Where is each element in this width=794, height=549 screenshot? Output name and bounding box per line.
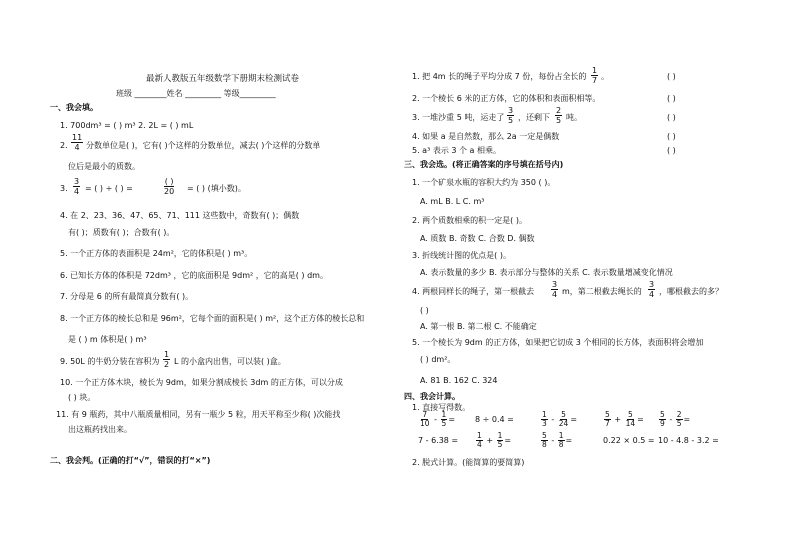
calc-row-2-item: 7 - 6.38 = [418, 436, 459, 445]
judge-1-fraction: $\frac{1}{7}$ [592, 66, 598, 85]
fraction: $\frac{1}{5}$ [497, 431, 503, 449]
judge-1-text: 1. 把 4m 长的绳子平均分成 7 份，每份占全长的 [412, 72, 587, 81]
choice-4-end: ，哪根截去的多？ [659, 287, 723, 296]
question-9-fraction: $\frac{1}{2}$ [164, 350, 170, 369]
section-4-title: 四、我会计算。 [404, 392, 460, 401]
fraction: $\frac{2}{5}$ [676, 410, 682, 428]
fraction: $\frac{7}{10}$ [420, 410, 430, 428]
choice-4-answer[interactable]: ( ) [420, 306, 429, 315]
calc-row-1-item [603, 411, 644, 429]
choice-3: 3. 折线统计图的优点是( )。 [412, 251, 511, 260]
choice-5-options: A. 81 B. 162 C. 324 [420, 376, 498, 385]
judge-1-end: 。 [601, 72, 609, 81]
calc-row-2-item [540, 432, 572, 450]
question-11-line-1: 11. 有 9 瓶药，其中八瓶质量相同，另有一瓶少 5 粒，用天平称至少称( )次能找 [56, 410, 341, 419]
judge-3-start: 3. 一堆沙重 5 吨，运走了 [412, 113, 505, 122]
calc-row-1-item: 8 ÷ 0.4 = [475, 415, 514, 424]
choice-2: 2. 两个质数相乘的积一定是( )。 [412, 216, 527, 225]
fraction: $\frac{5}{24}$ [558, 410, 569, 428]
question-10-line-1: 10. 一个正方体木块，棱长为 9dm，如果分割成棱长 3dm 的正方体，可以分成 [60, 378, 343, 387]
question-9-start: 9. 50L 的牛奶分装在容积为 [60, 357, 160, 366]
operator: - [666, 415, 675, 424]
calc-part-2-title: 2. 脱式计算。(能简算的要简算) [412, 458, 525, 467]
fraction: $\frac{1}{8}$ [558, 431, 564, 449]
question-3-fraction-2: ( ) 20 [164, 177, 175, 196]
choice-1-options: A. mL B. L C. m³ [420, 197, 485, 206]
judge-4-answer[interactable]: ( ) [667, 132, 676, 141]
choice-4-middle: m，第二根截去绳长的 [562, 287, 642, 296]
question-2-number: 2. [60, 141, 68, 150]
judge-4-text: 4. 如果 a 是自然数，那么 2a 一定是偶数 [412, 132, 560, 141]
judge-5-answer[interactable]: ( ) [667, 146, 676, 155]
judge-3-answer[interactable]: ( ) [667, 113, 676, 122]
fraction: $\frac{1}{3}$ [542, 410, 547, 428]
question-3-end: = ( ) (填小数)。 [187, 184, 246, 193]
student-info-line: 班级 ________姓名 _________ 等级_________ [116, 89, 276, 98]
exam-title: 最新人教版五年级数学下册期末检测试卷 [146, 74, 300, 84]
judge-3-fraction-2: $\frac{2}{5}$ [556, 106, 562, 125]
choice-4-fraction: $\frac{3}{4}$ [552, 280, 558, 299]
calc-row-1-item [418, 411, 455, 429]
judge-2-answer[interactable]: ( ) [667, 94, 676, 103]
question-4-line-2: 有( )；质数有( )；合数有( )。 [68, 228, 175, 237]
question-3-fraction: $\frac{3}{4}$ [74, 177, 80, 196]
judge-2-text: 2. 一个棱长 6 米的正方体，它的体积和表面积相等。 [412, 94, 601, 103]
choice-5-line-1: 5. 一个棱长为 9dm 的正方体，如果把它切成 3 个相同的长方体，表面积将会增加 [412, 338, 704, 347]
question-10-line-2: ( ) 块。 [68, 393, 96, 402]
judge-3-end: 吨。 [566, 113, 582, 122]
equals-sign: = [448, 415, 456, 424]
operator: + [611, 415, 624, 424]
choice-1: 1. 一个矿泉水瓶的容积大约为 350 ( )。 [412, 178, 556, 187]
calc-row-1-item [658, 411, 690, 429]
question-4-line-1: 4. 在 2、23、36、47、65、71、111 这些数中，奇数有( )；偶数 [60, 211, 300, 220]
choice-2-options: A. 质数 B. 奇数 C. 合数 D. 偶数 [420, 234, 535, 243]
choice-4-start: 4. 两根同样长的绳子，第一根截去 [412, 287, 535, 296]
question-5: 5. 一个正方体的表面积是 24m²，它的体积是( ) m³。 [60, 249, 253, 258]
fraction: $\frac{5}{8}$ [542, 431, 547, 449]
question-6: 6. 已知长方体的体积是 72dm³ ，它的底面积是 9dm² ，它的高是( ) dm。 [60, 271, 328, 280]
calc-row-1-item [540, 411, 577, 429]
fraction: $\frac{1}{5}$ [441, 410, 447, 428]
question-2-text: 分数单位是( )，它有( )个这样的分数单位，减去( )个这样的分数单 [86, 141, 321, 150]
calc-row-2-item: 0.22 × 0.5 = [603, 436, 655, 445]
fraction: $\frac{5}{14}$ [625, 410, 636, 428]
question-8-line-2: 是 ( ) m 体积是( ) m³ [68, 335, 147, 344]
question-7: 7. 分母是 6 的所有最简真分数有( )。 [60, 292, 194, 301]
calc-row-2-item [475, 432, 511, 450]
judge-3-fraction: $\frac{3}{5}$ [508, 106, 514, 125]
question-11-line-2: 出这瓶药找出来。 [68, 425, 132, 434]
equals-sign: = [637, 415, 644, 424]
equals-sign: = [683, 415, 691, 424]
section-3-title: 三、我会选。(将正确答案的序号填在括号内) [404, 160, 564, 169]
operator: - [431, 415, 440, 424]
judge-3-middle: ，还剩下 [518, 113, 550, 122]
choice-3-options: A. 表示数量的多少 B. 表示部分与整体的关系 C. 表示数量增减变化情况 [420, 268, 673, 277]
equals-sign: = [570, 415, 578, 424]
question-2-fraction: $\frac{11}{4}$ [72, 133, 83, 152]
question-2-continued: 位后是最小的质数。 [68, 162, 140, 171]
judge-5-text: 5. a³ 表示 3 个 a 相乘。 [412, 146, 501, 155]
question-9-end: L 的小盒内出售，可以装( )盒。 [174, 357, 286, 366]
question-3-middle: = ( ) ÷ ( ) = [85, 184, 133, 193]
section-2-title: 二、我会判。(正确的打“√”，错误的打“×”) [50, 456, 211, 465]
question-1: 1. 700dm³ = ( ) m³ 2. 2L = ( ) mL [60, 121, 194, 130]
section-1-title: 一、我会填。 [50, 103, 98, 112]
operator: + [483, 436, 496, 445]
question-3-number: 3. [60, 184, 68, 193]
operator: - [548, 415, 557, 424]
equals-sign: = [565, 436, 573, 445]
calc-part-1-title: 1. 直接写得数。 [412, 403, 471, 412]
equals-sign: = [504, 436, 512, 445]
judge-1-answer[interactable]: ( ) [667, 72, 676, 81]
choice-4-fraction-2: $\frac{3}{4}$ [649, 280, 655, 299]
operator: - [548, 436, 557, 445]
fraction: $\frac{5}{9}$ [660, 410, 665, 428]
fraction: $\frac{1}{4}$ [477, 431, 482, 449]
fraction: $\frac{5}{7}$ [605, 410, 610, 428]
question-8-line-1: 8. 一个正方体的棱长总和是 96m²，它每个面的面积是( ) m²，这个正方体的棱长总和 [60, 314, 365, 323]
calc-row-2-item: 10 - 4.8 - 3.2 = [658, 436, 719, 445]
choice-4-options: A. 第一根 B. 第二根 C. 不能确定 [420, 322, 537, 331]
choice-5-line-2: ( ) dm²。 [420, 355, 456, 364]
